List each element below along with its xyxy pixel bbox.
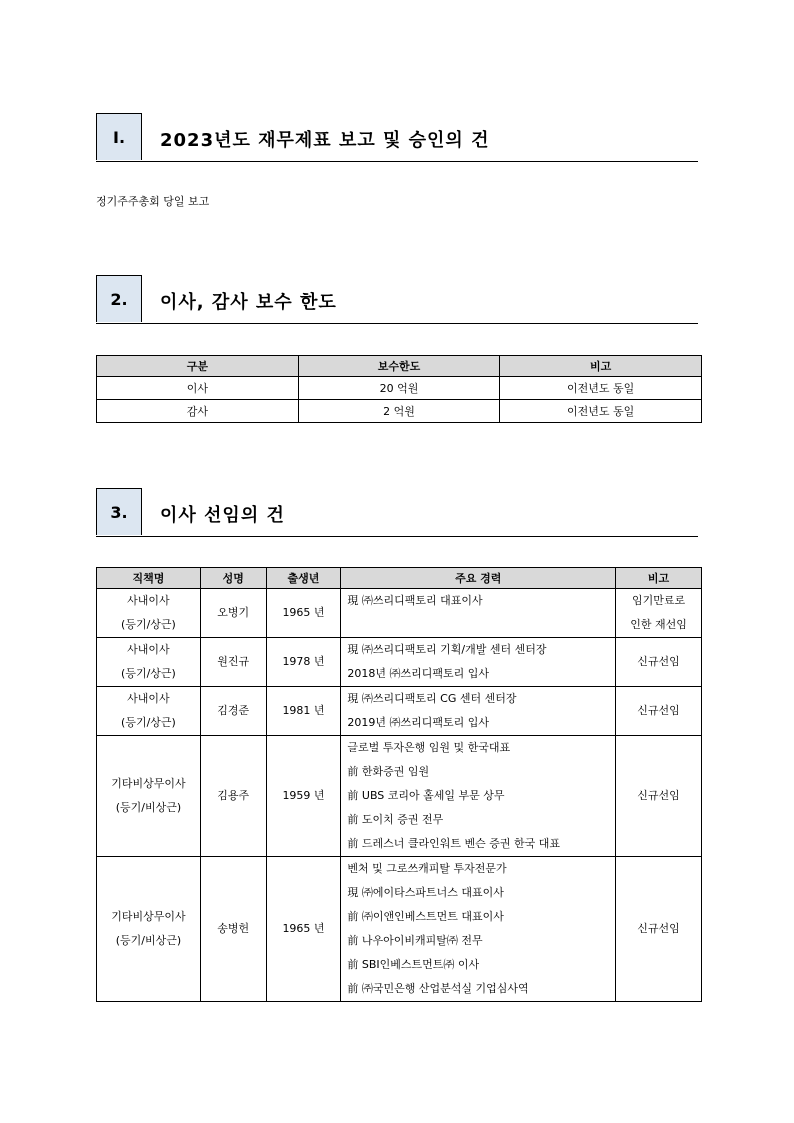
section-title: 이사 선임의 건	[160, 505, 285, 526]
table-row	[97, 377, 702, 400]
column-header: 보수한도	[298, 356, 500, 377]
remark-cell: 신규선임	[616, 638, 702, 687]
career-line: 前 드레스너 클라인워트 벤슨 증권 한국 대표	[347, 837, 561, 850]
section-1-note: 정기주주총회 당일 보고	[96, 195, 210, 208]
table-row	[97, 400, 702, 423]
position-line: 사내이사	[127, 643, 170, 656]
section-title: 2023년도 재무제표 보고 및 승인의 건	[160, 130, 490, 151]
career-line: 前 UBS 코리아 홀세일 부문 상무	[347, 789, 505, 802]
career-line: 前 ㈜이앤인베스트먼트 대표이사	[347, 910, 504, 923]
position-line: 기타비상무이사	[111, 777, 186, 790]
name-cell: 오병기	[200, 589, 266, 638]
section-1-header	[96, 113, 698, 162]
birth-cell: 1981 년	[266, 687, 341, 736]
position-cell	[97, 589, 201, 638]
pay-limit-table	[96, 355, 702, 423]
position-line: (등기/상근)	[121, 667, 176, 680]
career-cell	[341, 589, 616, 638]
table-cell: 20 억원	[298, 377, 500, 400]
table-row	[97, 736, 702, 857]
position-line: (등기/비상근)	[115, 801, 182, 814]
table-row	[97, 589, 702, 638]
column-header: 주요 경력	[341, 568, 616, 589]
career-line: 前 SBI인베스트먼트㈜ 이사	[347, 958, 480, 971]
section-3-header	[96, 488, 698, 537]
table-row	[97, 687, 702, 736]
position-line: (등기/비상근)	[115, 934, 182, 947]
column-header: 비고	[500, 356, 702, 377]
birth-cell: 1965 년	[266, 589, 341, 638]
column-header: 비고	[616, 568, 702, 589]
position-line: 사내이사	[127, 692, 170, 705]
name-cell: 김용주	[200, 736, 266, 857]
column-header: 성명	[200, 568, 266, 589]
position-cell	[97, 638, 201, 687]
remark-cell: 신규선임	[616, 736, 702, 857]
section-2-header	[96, 275, 698, 324]
table-cell: 감사	[97, 400, 299, 423]
career-line: 現 ㈜쓰리디팩토리 대표이사	[347, 594, 483, 607]
table-row	[97, 857, 702, 1002]
name-cell: 김경준	[200, 687, 266, 736]
remark-cell: 신규선임	[616, 687, 702, 736]
position-line: (등기/상근)	[121, 716, 176, 729]
table-cell: 이전년도 동일	[500, 377, 702, 400]
birth-cell: 1959 년	[266, 736, 341, 857]
column-header: 구분	[97, 356, 299, 377]
remark-cell	[616, 589, 702, 638]
career-line: 前 도이치 증권 전무	[347, 813, 444, 826]
name-cell: 송병헌	[200, 857, 266, 1002]
position-cell	[97, 857, 201, 1002]
table-header-row	[97, 356, 702, 377]
position-cell	[97, 687, 201, 736]
career-line: 벤처 및 그로쓰캐피탈 투자전문가	[347, 862, 507, 875]
career-line: 前 ㈜국민은행 산업분석실 기업심사역	[347, 982, 529, 995]
career-line: 글로벌 투자은행 임원 및 한국대표	[347, 741, 511, 754]
table-row	[97, 638, 702, 687]
career-line: 前 나우아이비캐피탈㈜ 전무	[347, 934, 483, 947]
section-number: 2.	[96, 275, 142, 322]
career-line: 現 ㈜쓰리디팩토리 기획/개발 센터 센터장	[347, 643, 547, 656]
career-cell	[341, 736, 616, 857]
table-cell: 이전년도 동일	[500, 400, 702, 423]
section-title: 이사, 감사 보수 한도	[160, 292, 337, 313]
table-cell: 2 억원	[298, 400, 500, 423]
section-number: 3.	[96, 488, 142, 535]
column-header: 출생년	[266, 568, 341, 589]
table-cell: 이사	[97, 377, 299, 400]
column-header: 직책명	[97, 568, 201, 589]
position-line: 기타비상무이사	[111, 910, 186, 923]
career-line: 2018년 ㈜쓰리디팩토리 입사	[347, 667, 490, 680]
position-line: (등기/상근)	[121, 618, 176, 631]
career-line: 2019년 ㈜쓰리디팩토리 입사	[347, 716, 490, 729]
career-cell	[341, 687, 616, 736]
career-cell	[341, 857, 616, 1002]
remark-line: 인한 재선임	[630, 618, 687, 631]
section-number: I.	[96, 113, 142, 160]
remark-cell: 신규선임	[616, 857, 702, 1002]
position-cell	[97, 736, 201, 857]
career-cell	[341, 638, 616, 687]
birth-cell: 1965 년	[266, 857, 341, 1002]
career-line: 前 한화증권 임원	[347, 765, 430, 778]
remark-line: 임기만료로	[631, 594, 686, 607]
career-line: 現 ㈜에이타스파트너스 대표이사	[347, 886, 504, 899]
name-cell: 원진규	[200, 638, 266, 687]
position-line: 사내이사	[127, 594, 170, 607]
career-line: 現 ㈜쓰리디팩토리 CG 센터 센터장	[347, 692, 517, 705]
birth-cell: 1978 년	[266, 638, 341, 687]
director-table	[96, 567, 702, 1002]
table-header-row	[97, 568, 702, 589]
